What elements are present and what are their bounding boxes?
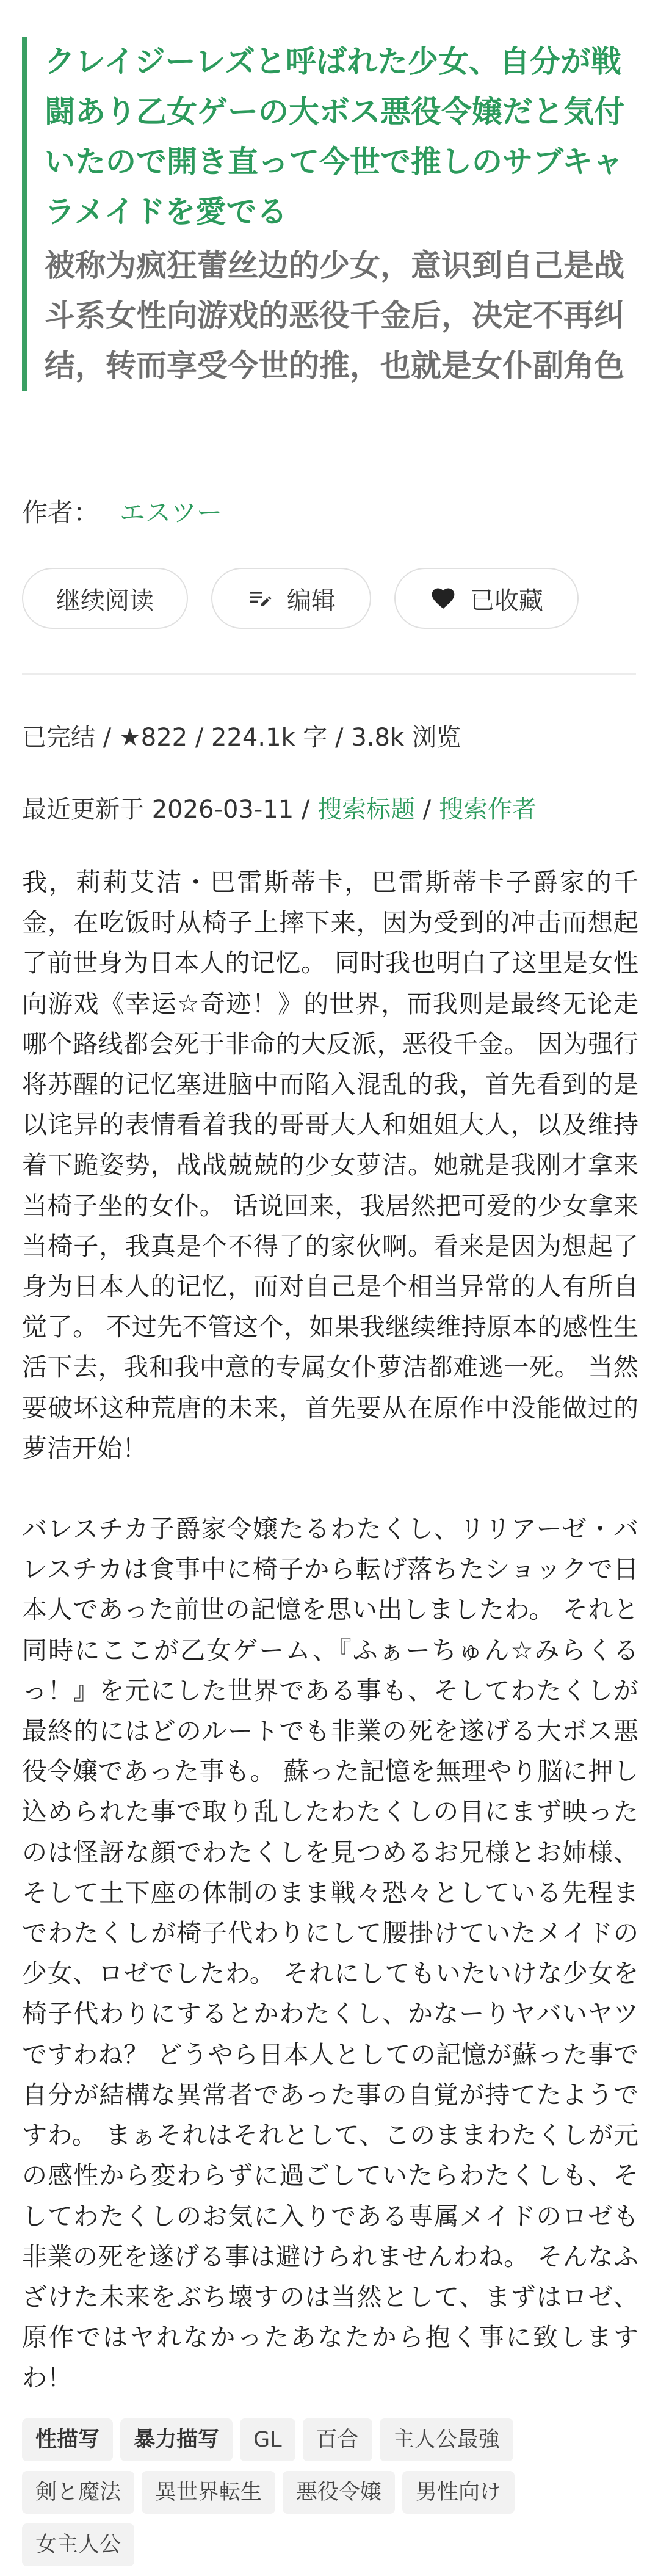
last-updated: 最近更新于 2026-03-11 [22, 796, 294, 824]
author-row [22, 496, 222, 530]
action-buttons [22, 568, 636, 629]
star-count: ★822 [118, 724, 188, 752]
stats-sep-1: / [95, 724, 119, 752]
description-ja: バレスチカ子爵家令嬢たるわたくし、リリアーゼ・バレスチカは食事中に椅子から転げ落ちたショックで日本人であった前世の記憶を思い出しましたわ。 それと同時にここが乙女ゲーム、『ふぁーちゅん☆みらくるっ！』を元にした世界である事も、そしてわたくしが最終的にはどのルートでも非業の死を遂げる大ボス悪役令嬢であった事も。 蘇った記憶を無理やり脳に押し込められた事で取り乱したわたくしの目にまず映ったのは怪訝な顔でわたくしを見つめるお兄様とお姉様、そして土下座の体制のまま戦々恐々としている先程までわたくしが椅子代わりにして腰掛けていたメイドの少女、ロゼでしたわ。 それにしてもいたいけな少女を椅子代わりにするとかわたくし、かなーりヤバいヤツですわね？ どうやら日本人としての記憶が蘇った事で自分が結構な異常者であった事の自覚が持てたようですわ。 まぁそれはそれとして、このままわたくしが元の感性から変わらずに過ごしていたらわたくしも、そしてわたくしのお気に入りである専属メイドのロゼも非業の死を遂げる事は避けられませんわね。 そんなふざけた未来をぶち壊すのは当然として、まずはロゼ、原作ではヤれなかったあなたから抱く事に致しますわ！ [22, 1514, 638, 2393]
novel-title-zh: 被称为疯狂蕾丝边的少女，意识到自己是战斗系女性向游戏的恶役千金后，决定不再纠结，转而享受今世的推，也就是女仆副角色 [45, 248, 624, 383]
divider [22, 673, 636, 675]
status-text: 已完结 [22, 724, 95, 752]
tag-list [22, 2418, 638, 2576]
favorite-label: 已收藏 [470, 586, 543, 615]
heart-icon [430, 585, 457, 612]
search-author-link[interactable]: 搜索作者 [439, 796, 537, 824]
tag-item[interactable]: 主人公最強 [380, 2418, 513, 2461]
tag-item[interactable]: 男性向け [402, 2471, 515, 2514]
novel-title-ja: クレイジーレズと呼ばれた少女、自分が戦闘あり乙女ゲーの大ボス悪役令嬢だと気付いたので開き直って今世で推しのサブキャラメイドを愛でる [45, 44, 624, 230]
tag-item[interactable]: 女主人公 [22, 2523, 134, 2566]
tag-item[interactable]: 暴力描写 [120, 2418, 233, 2461]
tag-item[interactable]: 百合 [303, 2418, 372, 2461]
continue-reading-label: 继续阅读 [56, 586, 154, 615]
update-sep-1: / [294, 796, 318, 824]
edit-list-icon [247, 585, 273, 612]
edit-label: 编辑 [287, 586, 336, 615]
search-title-link[interactable]: 搜索标题 [317, 796, 416, 824]
description-zh: 我，莉莉艾洁・巴雷斯蒂卡，巴雷斯蒂卡子爵家的千金，在吃饭时从椅子上摔下来，因为受到的冲击而想起了前世身为日本人的记忆。 同时我也明白了这里是女性向游戏《幸运☆奇迹！》的世界，而我则是最终无论走哪个路线都会死于非命的大反派，恶役千金。 因为强行将苏醒的记忆塞进脑中而陷入混乱的我，首先看到的是以诧异的表情看着我的哥哥大人和姐姐大人，以及维持着下跪姿势，战战兢兢的少女萝洁。她就是我刚才拿来当椅子坐的女仆。 话说回来，我居然把可爱的少女拿来当椅子，我真是个不得了的家伙啊。看来是因为想起了身为日本人的记忆，而对自己是个相当异常的人有所自觉了。 不过先不管这个，如果我继续维持原本的感性生活下去，我和我中意的专属女仆萝洁都难逃一死。 当然要破坏这种荒唐的未来，首先要从在原作中没能做过的萝洁开始！ [22, 868, 638, 1463]
tag-item[interactable]: 悪役令嬢 [283, 2471, 395, 2514]
description [22, 862, 638, 2398]
author-label: 作者： [22, 498, 99, 528]
tag-item[interactable]: 異世界転生 [142, 2471, 275, 2514]
tag-item[interactable]: GL [240, 2418, 295, 2461]
continue-reading-button[interactable] [22, 568, 188, 629]
paragraph-gap [22, 1468, 638, 1509]
stats-row [22, 720, 461, 755]
update-sep-2: / [415, 796, 439, 824]
title-block [22, 37, 636, 391]
tag-item[interactable]: 性描写 [22, 2418, 113, 2461]
edit-button[interactable] [211, 568, 371, 629]
stats-sep-2: / [187, 724, 212, 752]
favorite-button[interactable] [394, 568, 579, 629]
tag-item[interactable]: 剣と魔法 [22, 2471, 134, 2514]
view-count: 3.8k 浏览 [351, 724, 461, 752]
stats-sep-3: / [327, 724, 352, 752]
word-count: 224.1k 字 [211, 724, 328, 752]
update-row [22, 793, 537, 827]
author-link[interactable]: エスツー [120, 498, 223, 528]
